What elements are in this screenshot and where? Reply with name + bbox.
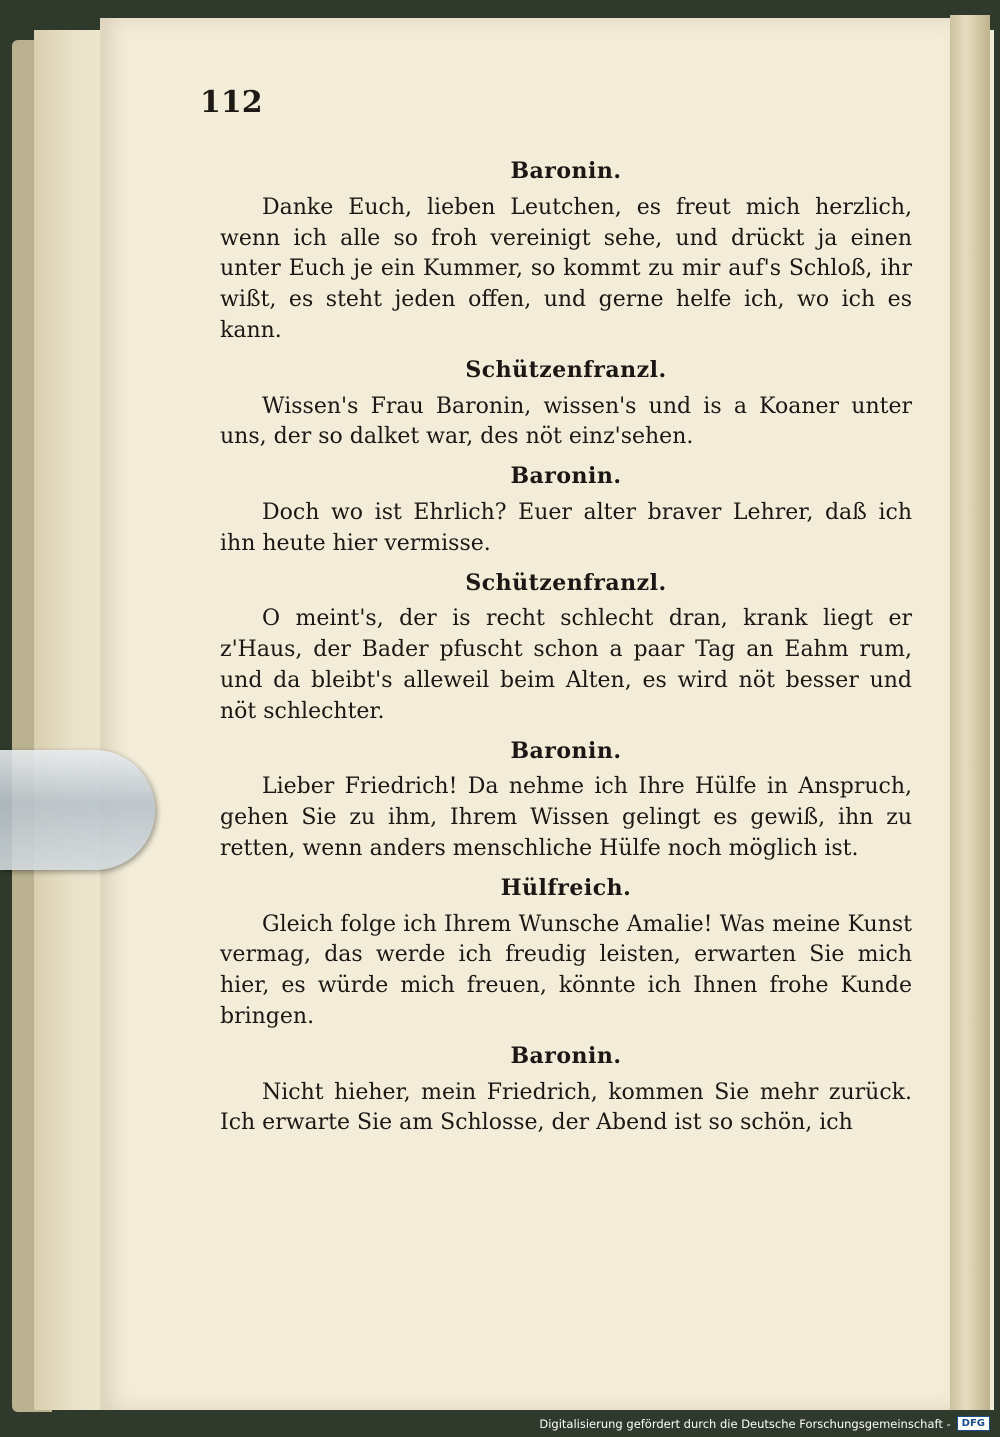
dialogue-paragraph: Danke Euch, lieben Leutchen, es freut mich herzlich, wenn ich alle so froh vereinigt sehe, und drückt ja einen unter Euch je ein Kummer, so kommt zu mir auf's Schloß, ihr wißt, es steht jeden offen, und gerne helfe ich, wo ich es kann. <box>220 194 912 343</box>
dialogue-paragraph: Lieber Friedrich! Da nehme ich Ihre Hülfe in Anspruch, gehen Sie zu ihm, Ihrem Wissen gelingt es gewiß, ihn zu retten, wenn anders menschliche Hülfe noch möglich ist. <box>220 774 912 861</box>
dfg-logo: DFG <box>957 1416 990 1431</box>
dialogue-paragraph: Wissen's Frau Baronin, wissen's und is a Koaner unter uns, der so dalket war, des nöt einz'sehen. <box>220 393 912 450</box>
dialogue-paragraph: Doch wo ist Ehrlich? Euer alter braver Lehrer, daß ich ihn heute hier vermisse. <box>220 499 912 556</box>
right-page-edge <box>950 15 990 1410</box>
speaker-name: Schützenfranzl. <box>465 569 667 596</box>
page-clip <box>0 750 155 870</box>
dialogue-paragraph: Nicht hieher, mein Friedrich, kommen Sie mehr zurück. Ich erwarte Sie am Schlosse, der Abend ist so schön, ich <box>220 1079 912 1136</box>
speaker-name: Hülfreich. <box>500 874 632 901</box>
dialogue-paragraph: O meint's, der is recht schlecht dran, krank liegt er z'Haus, der Bader pfuscht schon a paar Tag an Eahm rum, und da bleibt's alleweil beim Alten, es wird nöt besser und nöt schlechter. <box>220 606 912 724</box>
footer <box>539 1416 990 1431</box>
page-text <box>220 148 912 1139</box>
speaker-name: Baronin. <box>510 158 622 184</box>
speaker-name: Baronin. <box>510 737 622 764</box>
funding-notice: Digitalisierung gefördert durch die Deutsche Forschungsgemeinschaft - <box>539 1416 951 1431</box>
dialogue-paragraph: Gleich folge ich Ihrem Wunsche Amalie! Was meine Kunst vermag, das werde ich freudig leisten, erwarten Sie mich hier, es würde mich freuen, könnte ich Ihnen frohe Kunde bringen. <box>220 911 912 1029</box>
speaker-name: Schützenfranzl. <box>465 356 667 383</box>
page-number: 112 <box>200 85 263 120</box>
speaker-name: Baronin. <box>510 1042 622 1069</box>
speaker-name: Baronin. <box>510 463 622 490</box>
